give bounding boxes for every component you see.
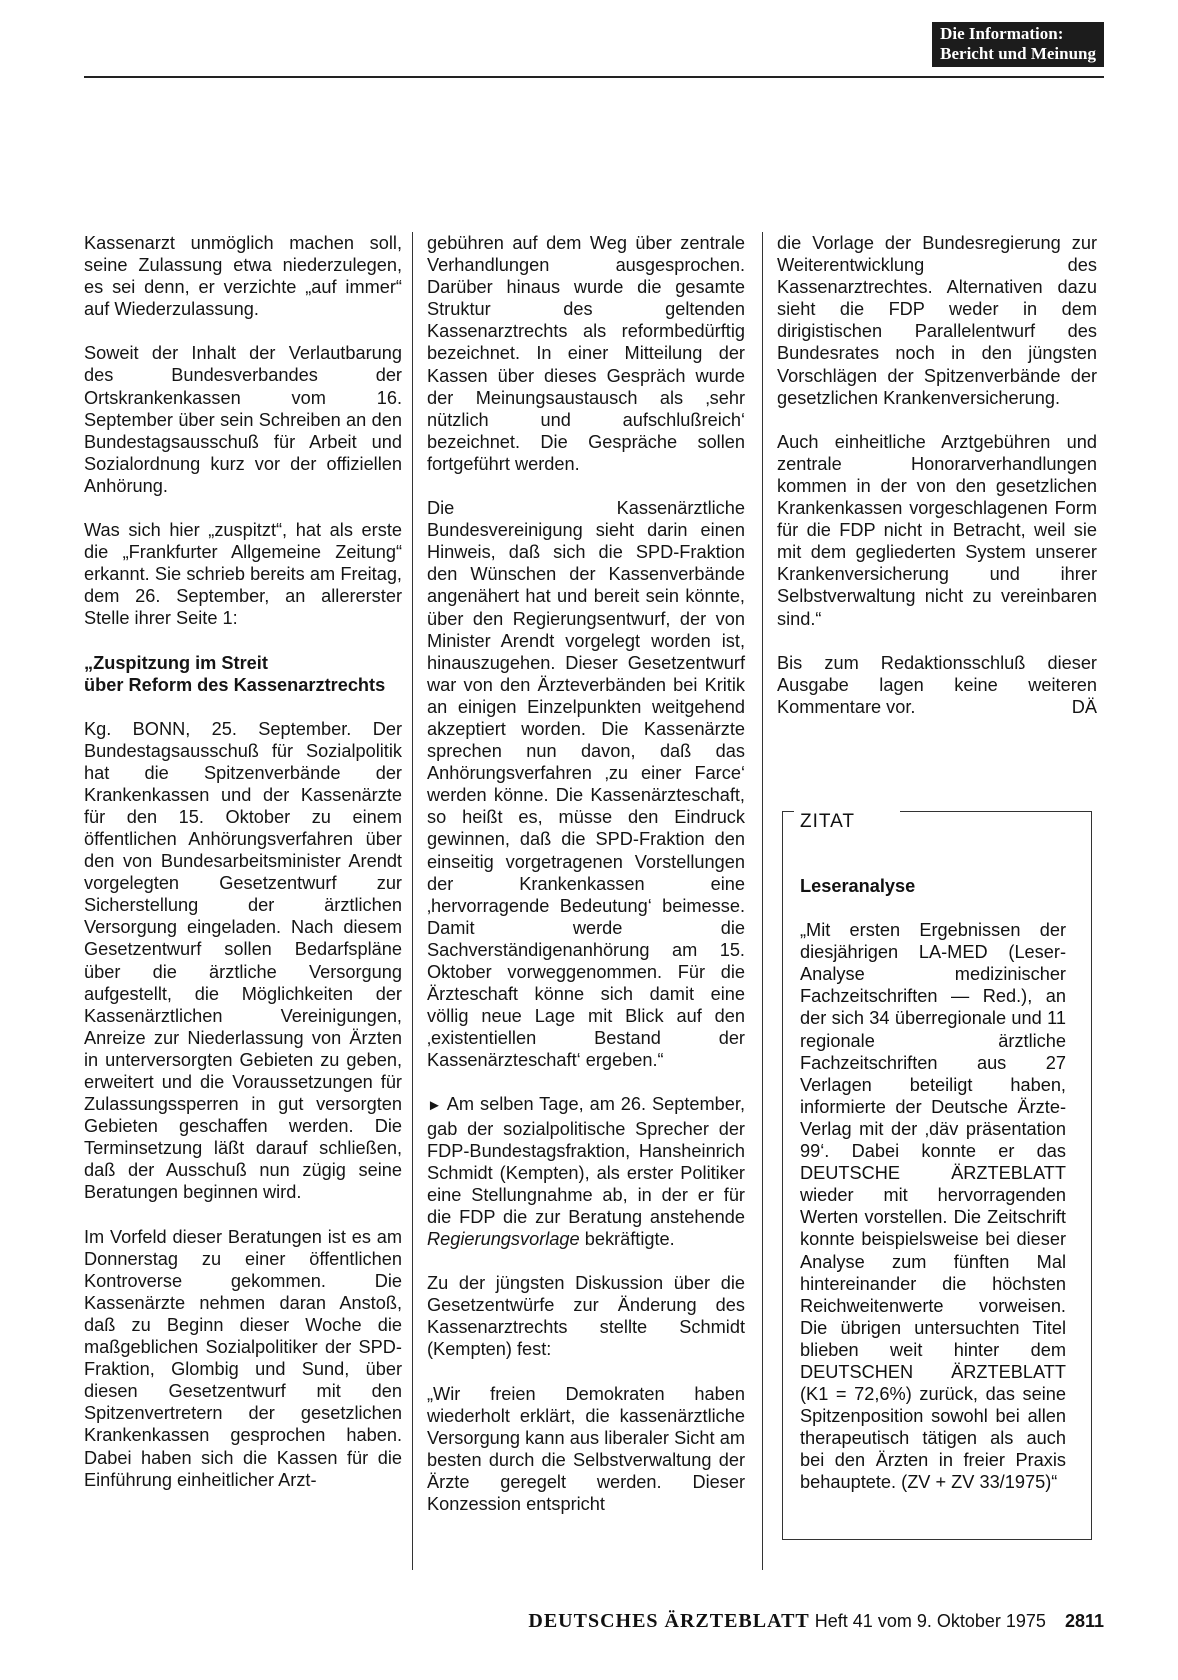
paragraph — [427, 1093, 745, 1250]
paragraph: gebühren auf dem Weg über zentrale Verhandlungen ausgesprochen. Darüber hinaus wurde die gesamte Struktur des geltenden Kassenarztrechts als reformbedürftig bezeichnet. In einer Mitteilung der Kassen über dieses Gespräch wurde der Meinungsaustausch als ‚sehr nützlich und aufschlußreich‘ bezeichnet. Die Gespräche sollen fortgeführt werden. — [427, 233, 745, 474]
page-number: 2811 — [1064, 1611, 1104, 1631]
section-header-box — [932, 22, 1104, 67]
column-1 — [84, 232, 402, 1513]
paragraph-italic: Regierungsvorlage — [427, 1229, 580, 1250]
paragraph-text: Am selben Tage, am 26. September, gab der sozialpolitische Sprecher der FDP-Bundestagsfraktion, Hansheinrich Schmidt (Kempten), als erster Politiker eine Stellungnahme ab, in der er für die FDP die zur Beratung anstehende — [427, 1094, 745, 1227]
header-rule — [84, 76, 1104, 78]
zitat-label: ZITAT — [800, 811, 855, 832]
page-footer — [528, 1610, 1104, 1633]
paragraph: Die Kassenärztliche Bundesvereinigung sieht darin einen Hinweis, daß sich die SPD-Fraktion den Wünschen der Kassenverbände angenähert hat und bereit sein könnte, über den Regierungsentwurf, der von Minister Arendt vorgelegt worden ist, hinauszugehen. Dieser Gesetzentwurf war von den Ärzteverbänden bei Kritik an einigen Einzelpunkten weitgehend akzeptiert worden. Die Kassenärzte sprechen nun davon, daß das Anhörungsverfahren ‚zu einer Farce‘ werden könne. Die Kassenärzteschaft, so heißt es, müsse den Eindruck gewinnen, daß die SPD-Fraktion den einseitig vorgetragenen Vorstellungen der Krankenkassen eine ‚hervorragende Bedeutung‘ beimesse. Damit werde die Sachverständigenanhörung am 15. Oktober vorweggenommen. Für die Ärzteschaft könne sich damit eine völlig neue Lage mit Blick auf den ‚existentiellen Bestand der Kassenärzteschaft‘ ergeben.“ — [427, 498, 745, 1071]
journal-name: DEUTSCHES ÄRZTEBLATT — [528, 1610, 810, 1632]
zitat-top-rule-right — [900, 811, 1092, 812]
paragraph — [777, 652, 1097, 718]
arrow-icon: ► — [427, 1097, 442, 1115]
paragraph: die Vorlage der Bundesregierung zur Weiterentwicklung des Kassenarztrechtes. Alternativen dazu sieht die FDP weder in dem dirigistischen Parallelentwurf des Bundesrates noch in den jüngsten Vorschlägen der Spitzenverbände der gesetzlichen Krankenversicherung. — [777, 233, 1097, 408]
author-signature: DÄ — [1071, 696, 1097, 717]
zitat-text: „Mit ersten Ergebnissen der diesjährigen LA-MED (Leser-Analyse medizinischer Fachzeitschriften — Red.), an der sich 34 überregionale und 11 regionale ärztliche Fachzeitschriften aus 27 Verlagen beteiligt haben, informierte der Deutsche Ärzte-Verlag mit der ‚däv präsentation 99‘. Dabei konnte er das DEUTSCHE ÄRZTEBLATT wieder mit hervorragenden Werten vorstellen. Die Zeitschrift konnte beispielsweise bei dieser Analyse zum fünften Mal hintereinander die höchsten Reichweitenwerte vorweisen. Die übrigen untersuchten Titel blieben weit hinter dem DEUTSCHEN ÄRZTEBLATT (K1 = 72,6%) zurück, das seine Spitzenposition sowohl bei allen therapeutisch tätigen als auch bei den Ärzten in freier Praxis behauptete. (ZV + ZV 33/1975)“ — [800, 920, 1066, 1493]
paragraph: Kassenarzt unmöglich machen soll, seine Zulassung etwa niederzulegen, es sei denn, er verzichte „auf immer“ auf Wiederzulassung. — [84, 233, 402, 320]
paragraph: Im Vorfeld dieser Beratungen ist es am Donnerstag zu einer öffentlichen Kontroverse gekommen. Die Kassenärzte nehmen daran Anstoß, daß zu Beginn dieser Woche die maßgeblichen Sozialpolitiker der SPD-Fraktion, Glombig und Sund, über diesen Gesetzentwurf mit den Spitzenvertretern der gesetzlichen Krankenkassen gesprochen haben. Dabei haben sich die Kassen für die Einführung einheitlicher Arzt- — [84, 1226, 402, 1490]
paragraph: Was sich hier „zuspitzt“, hat als erste die „Frankfurter Allgemeine Zeitung“ erkannt. Sie schrieb bereits am Freitag, dem 26. September, an allererster Stelle ihrer Seite 1: — [84, 520, 402, 629]
paragraph: Auch einheitliche Arztgebühren und zentrale Honorarverhandlungen kommen in der von den gesetzlichen Krankenkassen vorgeschlagenen Form für die FDP nicht in Betracht, weil sie mit dem gegliederten System unserer Krankenversicherung und ihrer Selbstverwaltung nicht zu vereinbaren sind.“ — [777, 431, 1097, 629]
zitat-title: Leseranalyse — [800, 876, 916, 896]
column-divider-2 — [762, 232, 763, 1570]
subheading-line: über Reform des Kassenarztrechts — [84, 674, 386, 695]
column-2 — [427, 232, 745, 1537]
paragraph-text: bekräftigte. — [579, 1229, 675, 1250]
section-header-line2: Bericht und Meinung — [940, 44, 1096, 63]
article-subheading — [84, 652, 402, 696]
paragraph: Zu der jüngsten Diskussion über die Gesetzentwürfe zur Änderung des Kassenarztrechts stellte Schmidt (Kempten) fest: — [427, 1273, 745, 1360]
issue-info: Heft 41 vom 9. Oktober 1975 — [814, 1611, 1046, 1631]
paragraph-text: Bis zum Redaktionsschluß dieser Ausgabe lagen keine weiteren Kommentare vor. — [777, 652, 1097, 717]
column-divider-1 — [412, 232, 413, 1570]
zitat-content — [800, 875, 1066, 1494]
paragraph: „Wir freien Demokraten haben wiederholt erklärt, die kassenärztliche Versorgung kann aus liberaler Sicht am besten durch die Selbstverwaltung der Ärzte geregelt werden. Dieser Konzession entspricht — [427, 1383, 745, 1514]
paragraph: Soweit der Inhalt der Verlautbarung des Bundesverbandes der Ortskrankenkassen vom 16. September über sein Schreiben an den Bundestagsausschuß für Arbeit und Sozialordnung kurz vor der offiziellen Anhörung. — [84, 343, 402, 496]
zitat-top-rule-left — [782, 811, 794, 812]
column-3 — [777, 232, 1097, 740]
section-header-line1: Die Information: — [940, 24, 1064, 43]
paragraph: Kg. BONN, 25. September. Der Bundestagsausschuß für Sozialpolitik hat die Spitzenverbände der Krankenkassen und der Kassenärzte für den 15. Oktober zu einem öffentlichen Anhörungsverfahren über den von Bundesarbeitsminister Arendt vorgelegten Gesetzentwurf zur Sicherstellung der ärztlichen Versorgung eingeladen. Nach diesem Gesetzentwurf sollen Bedarfspläne über die ärztliche Versorgung aufgestellt, die Möglichkeiten der Kassenärztlichen Vereinigungen, Anreize zur Niederlassung von Ärzten in unterversorgten Gebieten zu geben, erweitert und die Voraussetzungen für Zulassungssperren in gut versorgten Gebieten geschaffen werden. Die Terminsetzung läßt darauf schließen, daß der Ausschuß nun zügig seine Beratungen beginnen wird. — [84, 718, 402, 1203]
subheading-line: „Zuspitzung im Streit — [84, 652, 268, 673]
